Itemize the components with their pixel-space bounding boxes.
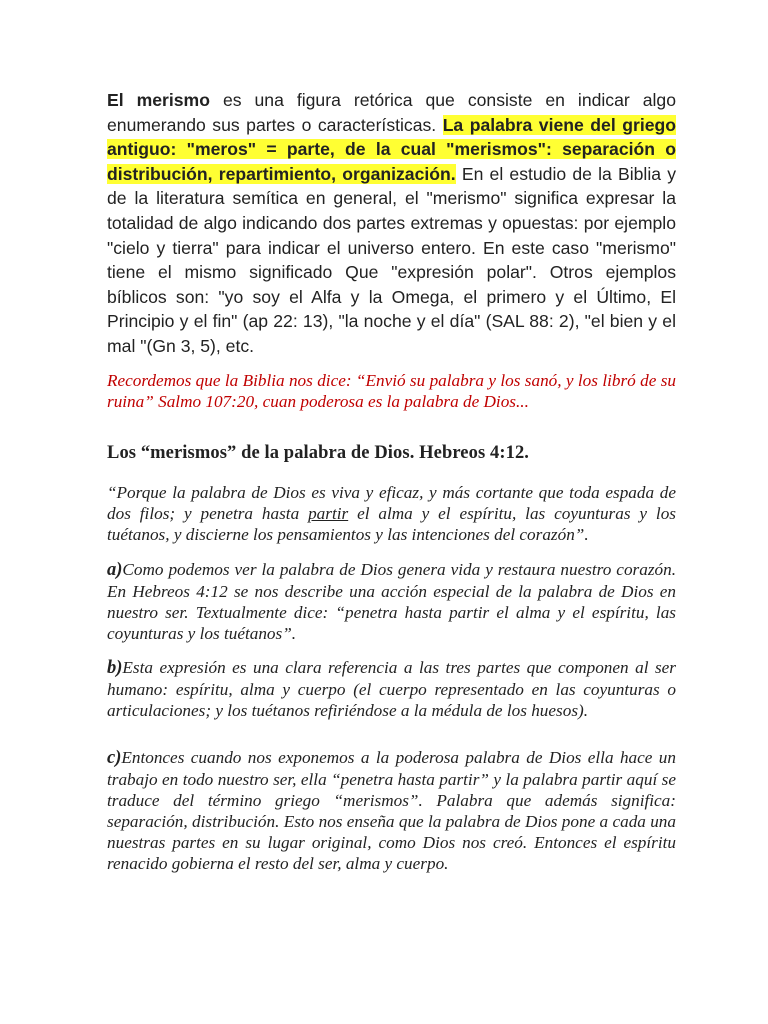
item-a-text: Como podemos ver la palabra de Dios genera vida y restaura nuestro corazón. En Hebreos 4:12 se nos describe una acción especial de la palabra de Dios en nuestro ser. Textualmente dice: “penetra hasta partir el alma y el espíritu, las coyunturas y los tuétanos”. [107,559,676,643]
hebrews-quote [107,482,676,545]
item-a-label: a) [107,559,123,580]
highlighted-etymology: La palabra viene del griego antiguo: "meros" = parte, de la cual "merismos": separación o distribución, repartimiento, organización. [107,114,676,184]
item-c-text: Entonces cuando nos exponemos a la poderosa palabra de Dios ella hace un trabajo en todo nuestro ser, ella “penetra hasta partir” y la palabra partir aquí se traduce del término griego “merismos”. Palabra que además significa: separación, distribución. Esto nos enseña que la palabra de Dios pone a cada una nuestras partes en su lugar original, como Dios nos creó. Entonces el espíritu renacido gobierna el resto del ser, alma y cuerpo. [107,747,676,873]
document-page [107,88,676,874]
quote-before: “Porque la palabra de Dios es viva y eficaz, y más cortante que toda espada de dos filos; y penetra hasta [107,482,676,523]
section-heading: Los “merismos” de la palabra de Dios. Hebreos 4:12. [107,442,530,463]
red-note: Recordemos que la Biblia nos dice: “Envió su palabra y los sanó, y los libró de su ruina” Salmo 107:20, cuan poderosa es la palabra de Dios... [107,370,676,411]
term-merismo: El merismo [107,90,210,110]
quote-after: el alma y el espíritu, las coyunturas y los tuétanos, y discierne los pensamientos y las intenciones del corazón”. [107,503,676,544]
intro-text-2: En el estudio de la Biblia y de la literatura semítica en general, el "merismo" significa expresar la totalidad de algo indicando dos partes extremas y opuestas: por ejemplo "cielo y tierra" para indicar el universo entero. En este caso "merismo" tiene el mismo significado Que "expresión polar". Otros ejemplos bíblicos son: "yo soy el Alfa y la Omega, el primero y el Último, El Principio y el fin" (ap 22: 13), "la noche y el día" (SAL 88: 2), "el bien y el mal "(Gn 3, 5), etc. [107,163,676,356]
intro-paragraph [107,88,676,359]
item-c-label: c) [107,747,122,768]
item-c [107,747,676,874]
item-b-label: b) [107,657,123,678]
item-b [107,657,676,721]
item-b-text: Esta expresión es una clara referencia a las tres partes que componen al ser humano: espíritu, alma y cuerpo (el cuerpo representado en las coyunturas o articulaciones; y los tuétanos refiriéndose a la médula de los huesos). [107,657,676,720]
quote-underlined-word: partir [308,503,349,523]
intro-text-1: es una figura retórica que consiste en indicar algo enumerando sus partes o características. [107,90,676,135]
item-a [107,559,676,644]
